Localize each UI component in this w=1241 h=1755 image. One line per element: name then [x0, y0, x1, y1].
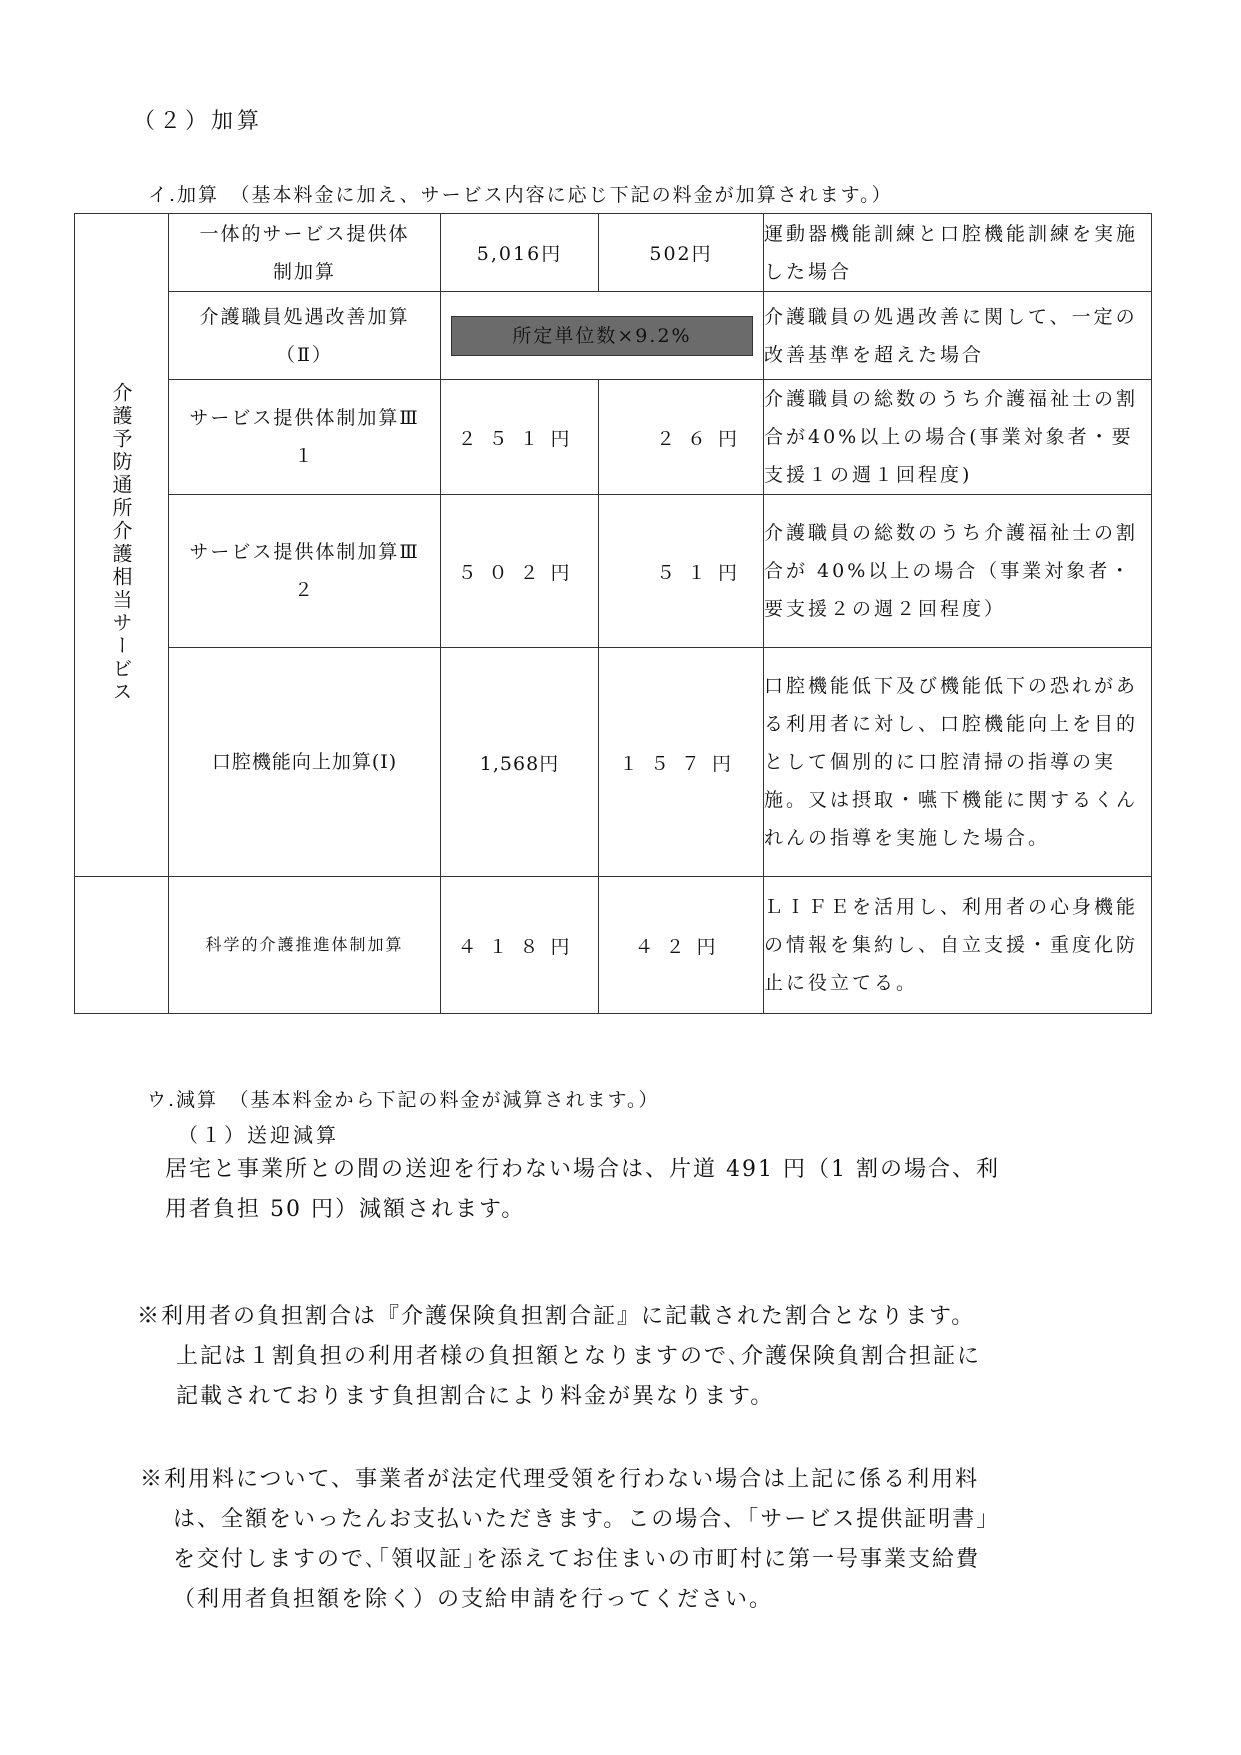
addon-amount: 1,568円 [441, 648, 599, 877]
addon-name: サービス提供体制加算Ⅲ２ [169, 495, 441, 648]
addon-copay: ４２円 [599, 877, 764, 1014]
addon-copay: 502円 [599, 214, 764, 292]
note-line: （利用者負担額を除く）の支給申請を行ってください。 [173, 1587, 774, 1612]
addon-copay: ５１円 [599, 495, 764, 648]
addon-heading: イ.加算 （基本料金に加え、サービス内容に応じ下記の料金が加算されます。） [148, 184, 893, 206]
addon-amount: ２５１円 [441, 380, 599, 495]
table-row [75, 648, 1152, 877]
category-label: 介護予防通所介護相当サービス [109, 381, 133, 704]
addon-amount: ５０２円 [441, 495, 599, 648]
table-row [75, 214, 1152, 292]
table-row [75, 495, 1152, 648]
addon-description: 口腔機能低下及び機能低下の恐れがある利用者に対し、口腔機能向上を目的として個別的に口腔清掃の指導の実施。又は摂取・嚥下機能に関するくんれんの指導を実施した場合。 [764, 648, 1152, 877]
addon-name: 介護職員処遇改善加算（Ⅱ） [169, 292, 441, 380]
table-row [75, 292, 1152, 380]
addon-name: 科学的介護推進体制加算 [169, 877, 441, 1014]
note-line: を交付しますので､｢領収証｣を添えてお住まいの市町村に第一号事業支給費 [173, 1547, 981, 1572]
table-row [75, 877, 1152, 1014]
addon-name: サービス提供体制加算Ⅲ１ [169, 380, 441, 495]
addon-description: 介護職員の総数のうち介護福祉士の割合が 40%以上の場合（事業対象者・要支援２の週２回程度） [764, 495, 1152, 648]
note-line: 上記は１割負担の利用者様の負担額となりますので､介護保険負割合担証に [176, 1344, 982, 1369]
note-line: 記載されております負担割合により料金が異なります。 [176, 1384, 775, 1409]
table-row [75, 380, 1152, 495]
reduction-heading: ウ.減算 （基本料金から下記の料金が減算されます。） [147, 1089, 660, 1111]
addon-description: 運動器機能訓練と口腔機能訓練を実施した場合 [764, 214, 1152, 292]
addon-name: 一体的サービス提供体制加算 [169, 214, 441, 292]
addon-amount: ４１８円 [441, 877, 599, 1014]
addon-table [74, 213, 1152, 1014]
reduction-line: 用者負担 50 円）減額されます。 [165, 1197, 526, 1222]
category-cell [75, 214, 169, 877]
note-line: ※利用者の負担割合は『介護保険負担割合証』に記載された割合となります。 [137, 1304, 976, 1329]
empty-category-cell [75, 877, 169, 1014]
addon-name: 口腔機能向上加算(Ⅰ) [169, 648, 441, 877]
addon-description: 介護職員の総数のうち介護福祉士の割合が40%以上の場合(事業対象者・要支援１の週１回程度) [764, 380, 1152, 495]
note-line: は、全額をいったんお支払いただきます。この場合、｢サービス提供証明書｣ [173, 1507, 990, 1532]
addon-rate: 所定単位数×9.2% [451, 316, 753, 356]
addon-amount: 5,016円 [441, 214, 599, 292]
addon-description: 介護職員の処遇改善に関して、一定の改善基準を超えた場合 [764, 292, 1152, 380]
addon-copay: ２６円 [599, 380, 764, 495]
section-title: （２）加算 [133, 109, 264, 134]
addon-rate-cell [441, 292, 764, 380]
note-line: ※利用料について、事業者が法定代理受領を行わない場合は上記に係る利用料 [140, 1467, 980, 1492]
reduction-sub: （１）送迎減算 [178, 1123, 339, 1147]
addon-description: ＬＩＦＥを活用し、利用者の心身機能の情報を集約し、自立支援・重度化防止に役立てる。 [764, 877, 1152, 1014]
reduction-line: 居宅と事業所との間の送迎を行わない場合は、片道 491 円（1 割の場合、利 [165, 1157, 1000, 1182]
addon-copay: １５７円 [599, 648, 764, 877]
